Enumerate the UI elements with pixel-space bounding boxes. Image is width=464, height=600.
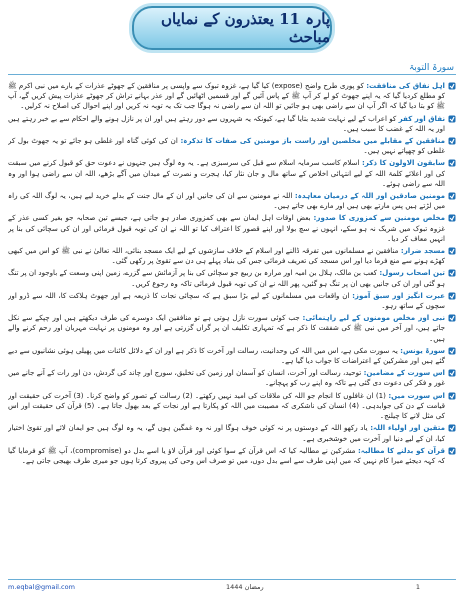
paragraph-body: مشرکین نے مطالبہ کیا کہ اس قرآن کے سوا کوئی اور قرآن لاؤ یا اسے بدل دو (compromise)، آپ ﷺ کو فرمایا گیا کہ کہہ دیجئے میرا کام نہیں کہ میں اپنی طرف سے اسے بدل دوں، میں تو صرف اس وحی کی پیروی کرتا ہوں جو میری طرف بھیجی جاتی ہے۔ [8,445,445,465]
bullet-icon [448,247,456,255]
paragraph-body: اللہ نے مومنین سے ان کی جانیں اور ان کے مال جنت کے بدلے خرید لیے ہیں، یہ لوگ اللہ کی راہ میں لڑتے ہیں پس مارتے بھی ہیں اور مارے بھی جاتے ہیں۔ [8,191,445,211]
list-item [8,391,456,422]
paragraph-heading: عبرت انگیز اور سبق آموز: [352,290,445,300]
paragraph-body: منافقین نے مسلمانوں میں تفرقہ ڈالنے اور اسلام کے خلاف سازشوں کے لیے ایک مسجد بنائی، اللہ تعالیٰ نے نبی ﷺ کو اس میں کبھی کھڑے ہونے سے منع فرما دیا اور اس مسجد کی تعریف فرمائی جس کی بنیاد پہلے ہی دن سے تقویٰ پر رکھی گئی۔ [8,246,445,266]
bullet-icon [448,392,456,400]
paragraph-text [8,346,445,366]
paragraph-heading: اہل نفاق کی منافقت: [366,81,445,90]
bullet-icon [448,214,456,222]
paragraph-heading: نفاق اور کفر [398,113,445,123]
header [0,0,464,60]
list-item [8,158,456,189]
paragraph-text [8,81,445,112]
page-number: 1 [415,583,420,591]
paragraph-text [8,291,445,311]
paragraph-body: کو پوری طرح واضح (expose) کیا گیا ہے، غزوہ تبوک سے واپسی پر منافقین کے جھوٹے عذرات کے بارے میں نبی اکرم ﷺ کو مطلع کردیا گیا کہ یہ اپنے جھوٹ کو لے کر آپ ﷺ کے پاس آئیں گے اور قسمیں اٹھائیں گے اور عذر بہانے تراش کر جھوٹے عذرات پیش کریں گے، آپ ﷺ کو بتا دیا گیا کہ اگر آپ ان سے راضی بھی ہو جائیں تو اللہ ان سے راضی نہ ہوگا جب تک یہ توبہ نہ کریں اور اپنے احوال کی اصلاح نہ کرلیں۔ [8,81,445,111]
paragraph-text [8,313,445,344]
paragraph-body: ان واقعات میں مسلمانوں کے لیے بڑا سبق ہے کہ سچائی نجات کا ذریعہ ہے اور جھوٹ ہلاکت کا، اللہ سے ڈرو اور سچوں کے ساتھ رہو۔ [8,290,445,311]
paragraph-body: ان کی کوئی گناہ اور غلطی ہو جائے تو یہ جھوٹ بول کر غلطی کو چھپاتے نہیں ہیں۔ [8,136,445,156]
paragraph-body: یاد رکھو اللہ کے دوستوں پر نہ کوئی خوف ہوگا اور نہ وہ غمگین ہوں گے، یہ وہ لوگ ہیں جو ایمان لائے اور تقویٰ اختیار کیا، ان کے لیے دنیا اور آخرت میں خوشخبری ہے۔ [8,423,445,443]
paragraph-text [8,368,445,388]
paragraph-heading: مخلص مومنین سے کمزوری کا صدور: [313,213,445,223]
paragraph-text [8,158,445,189]
list-item [8,246,456,266]
paragraph-text [8,446,445,466]
paragraph-text [8,268,445,288]
paragraph-body: کو اعراب کے لیے نہایت شدید بتایا گیا ہے، کیونکہ یہ شہروں سے دور رہتے ہیں اور ان پر نازل ہونے والے احکام سے بے خبر رہتے ہیں اور یہ اللہ کے غضب کا سبب ہیں۔ [8,113,445,133]
paragraph-heading: متقین اور اولیاء اللہ: [370,423,445,433]
bullet-icon [448,347,456,355]
list-item [8,313,456,344]
paragraph-text [8,423,445,443]
surah-label: سورۃ التوبۃ [408,63,454,73]
bullet-icon [448,115,456,123]
paragraph-heading: منافقین کے مقابلے میں مخلصین اور راست باز مومنین کی صفات کا تذکرہ: [180,136,445,146]
paragraph-text [8,391,445,422]
footer-date: رمضان 1444 [226,583,264,591]
list-item [8,423,456,443]
bullet-icon [448,447,456,455]
paragraph-heading: قرآن کو بدلنے کا مطالبہ: [357,445,445,455]
bullet-icon [448,269,456,277]
paragraph-text [8,136,445,156]
paragraph-text [8,246,445,266]
list-item [8,81,456,112]
paragraph-heading: سورۃ یونس: [400,345,445,355]
paragraph-text [8,114,445,134]
paragraph-heading: سابقون الاولون کا ذکر: [361,158,445,168]
list-item [8,368,456,388]
page-title: پارہ 11 یعتذرون کے نمایاں مباحث [161,10,330,46]
bullet-icon [448,159,456,167]
paragraph-body: جب کوئی سورت نازل ہوتی ہے تو منافقین ایک دوسرے کی طرف دیکھتے ہیں اور چپکے سے نکل جاتے ہیں، اور آخر میں نبی ﷺ کی شفقت کا ذکر ہے کہ تمہاری تکلیف ان پر گراں گزرتی ہے اور وہ مومنوں پر نہایت مہربان اور رحم کرنے والے ہیں۔ [8,313,445,343]
paragraph-heading: مومنین صادقین اور اللہ کے درمیان معاہدہ: [294,191,445,201]
bullet-icon [448,369,456,377]
paragraph-text [8,191,445,211]
paragraph-text [8,213,445,244]
paragraph-body: (1) ان غافلوں کا انجام جو اللہ کی ملاقات کی امید نہیں رکھتے۔ (2) رسالت کے تصور کو واضح کرنا۔ (3) آخرت کی حقیقت اور قیامت کے دن کی جوابدہی۔ (4) انسان کی ناشکری کہ مصیبت میں اللہ کو پکارتا ہے اور نجات کے بعد بھول جاتا ہے۔ (5) قرآن کی حقیقت اور اس کی مثل لانے کا چیلنج۔ [8,390,445,421]
bullet-icon [448,292,456,300]
list-item [8,291,456,311]
bullet-icon [448,314,456,322]
paragraph-body: اسلام کاسب سرمایہ اسلام سے قبل کی سرسبزی ہے۔ یہ وہ لوگ ہیں جنہوں نے دعوت حق کو قبول کرنے میں سبقت کی اور اعلائے کلمۃ اللہ کے لیے انتہائی اخلاص کے ساتھ مال و جان نثار کیا، ہجرت و نصرت کے میدان میں آگے بڑھے، اللہ ان سے راضی ہوا اور وہ اللہ سے راضی ہوئے۔ [8,158,445,188]
list-item [8,213,456,244]
page-title-banner [132,6,332,50]
paragraph-body: یہ سورت مکی ہے، اس میں اللہ کی وحدانیت، رسالت اور آخرت کا ذکر ہے اور ان کے دلائل کائنات میں پھیلی ہوئی نشانیوں سے دیے گئے ہیں اور مشرکین کے اعتراضات کا جواب دیا گیا ہے۔ [8,345,445,366]
paragraph-heading: تین اصحاب رسول: [379,268,445,278]
list-item [8,136,456,156]
paragraph-heading: اس سورت میں: [388,390,445,400]
paragraph-heading: اس سورت کے مضامین: [363,368,445,378]
bullet-icon [448,192,456,200]
paragraph-heading: مسجد ضرار: [400,246,445,256]
bullet-icon [448,137,456,145]
list-item [8,191,456,211]
list-item [8,114,456,134]
paragraph-body: بعض اوقات اہل ایمان سے بھی کمزوری صادر ہو جاتی ہے، جیسے تین صحابہ جو بغیر کسی عذر کے غزوہ تبوک میں شریک نہ ہو سکے، انہوں نے سچ بولا اور اپنے قصور کا اعتراف کیا تو اللہ نے ان کی توبہ قبول فرمائی اور ان کی سچائی کی بنا پر انہیں معاف کر دیا۔ [8,213,445,243]
footer [8,579,456,594]
list-item [8,346,456,366]
bullet-icon [448,82,456,90]
list-item [8,268,456,288]
bullet-icon [448,424,456,432]
list-item [8,446,456,466]
paragraph-body: توحید، رسالت اور آخرت، انسان کو آسمان اور زمین کی تخلیق، سورج اور چاند کی گردش، دن اور رات کے آنے جانے میں غور و فکر کی دعوت دی گئی ہے تاکہ وہ اپنے رب کو پہچانے۔ [8,368,445,388]
body-text [8,74,456,572]
paragraph-heading: نبی اور مخلص مومنوں کے لیے راہنمائی: [302,313,445,323]
paragraph-body: کعب بن مالک، ہلال بن امیہ اور مرارہ بن ربیع جو سچائی کی بنا پر آزمائش سے گزرے، زمین اپنی وسعت کے باوجود ان پر تنگ ہو گئی اور ان کی جانیں بھی ان پر تنگ ہو گئیں، پھر اللہ نے ان کی توبہ قبول فرمائی تاکہ وہ رجوع کریں۔ [8,268,445,288]
author-email: m.eqbal@gmail.com [8,583,75,591]
